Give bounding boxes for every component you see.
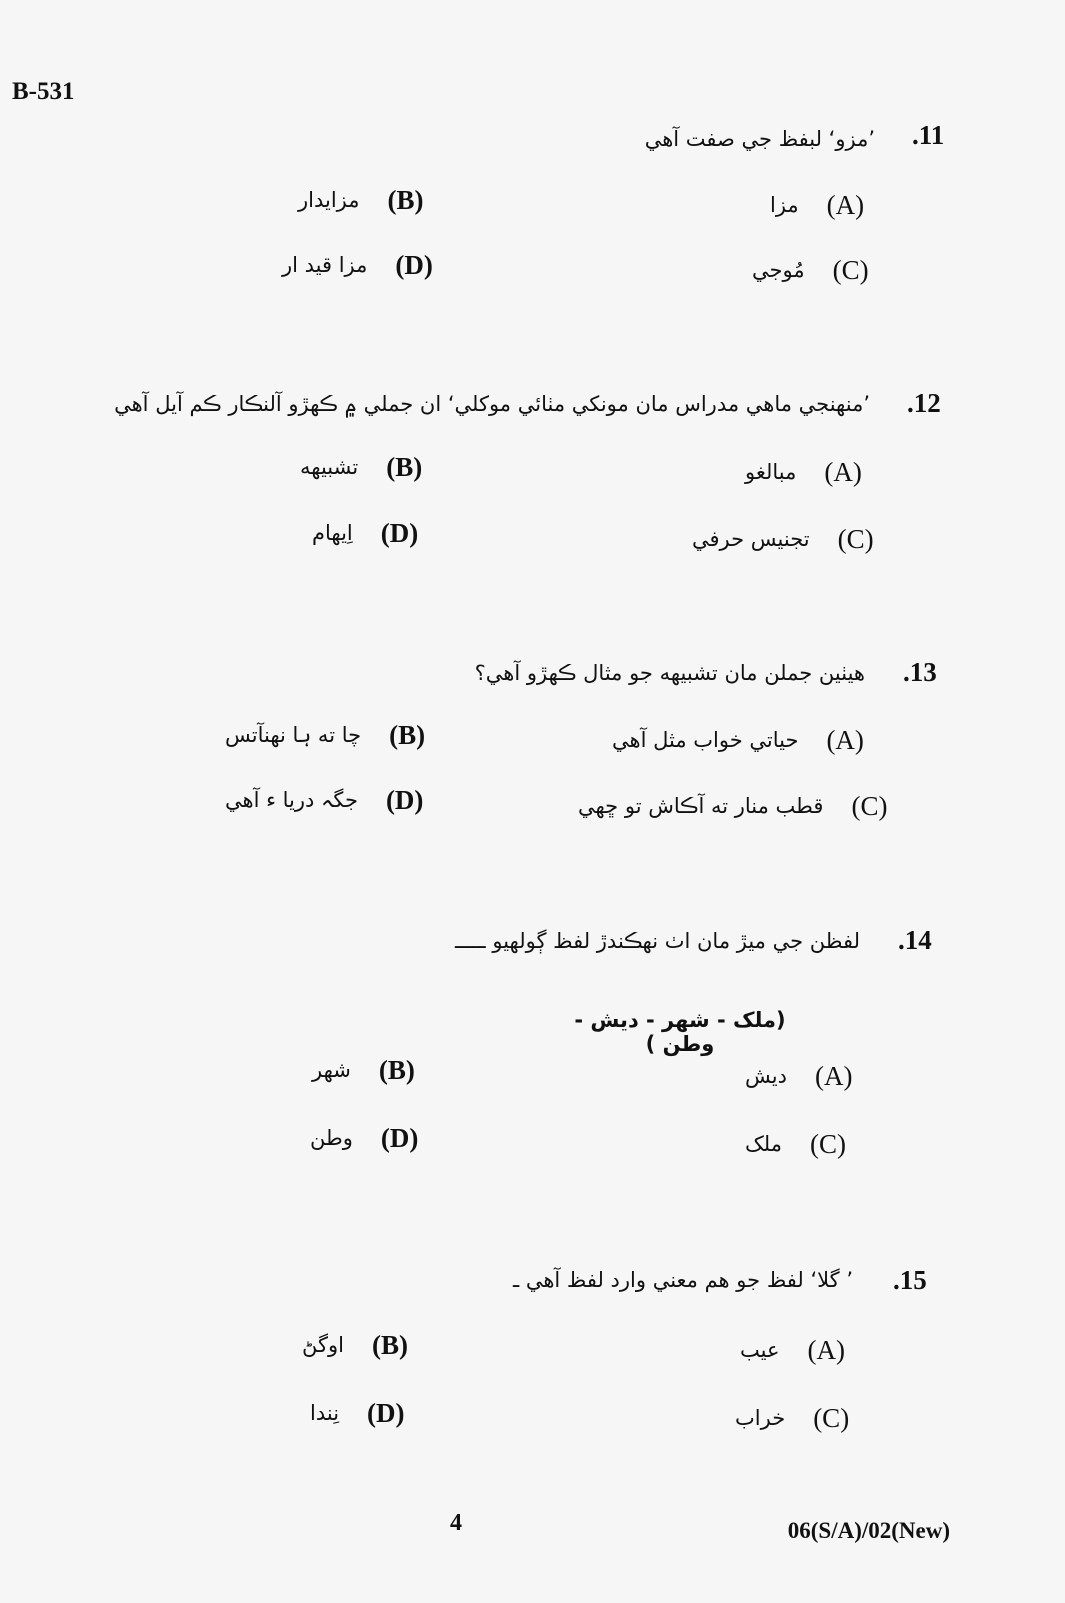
option-label: (C) <box>813 1402 850 1433</box>
question-13-option-c <box>578 786 887 826</box>
option-label: (A) <box>814 1060 853 1091</box>
question-15-option-b <box>302 1325 408 1365</box>
question-14-text: لفظن جي ميڙ مان اٺ نهڪندڙ لفظ ڳولهيو ـــــ <box>454 929 860 953</box>
question-14-option-a <box>745 1056 852 1096</box>
option-label: (B) <box>387 184 424 215</box>
option-label: (C) <box>832 254 869 285</box>
option-text: چا ته ہا نهنآتس <box>225 723 362 747</box>
option-text: عيب <box>740 1338 780 1362</box>
option-label: (D) <box>395 249 433 280</box>
question-13-option-b <box>225 715 425 755</box>
option-text: جگہ دريا ء آهي <box>225 788 358 812</box>
option-text: مزا قيد ار <box>282 253 368 277</box>
option-text: اِيهام <box>312 521 353 545</box>
question-14-number: .14 <box>898 925 932 955</box>
question-15-text: ’ گلا‘ لفظ جو هم معني وارد لفظ آهي ـ <box>513 1268 853 1292</box>
question-14-option-b <box>312 1050 415 1090</box>
option-label: (A) <box>807 1334 845 1365</box>
question-13-text: هيٺين جملن مان تشبيهه جو مثال ڪھڙو آهي؟ <box>474 661 865 685</box>
option-text: تجنيس حرفي <box>692 527 810 551</box>
page-number: 4 <box>450 1510 462 1536</box>
question-15-option-a <box>740 1330 845 1370</box>
paper-code: B-531 <box>12 78 75 105</box>
option-label: (D) <box>367 1397 405 1428</box>
option-label: (B) <box>389 719 426 750</box>
option-text: شهر <box>312 1058 351 1082</box>
option-label: (C) <box>810 1128 846 1159</box>
option-text: خراب <box>735 1406 786 1430</box>
option-text: مبالغو <box>745 460 797 484</box>
question-14-word-group: (ملک - شهر - ديش - وطن ) <box>574 1008 786 1056</box>
option-text: مُوجي <box>752 258 805 282</box>
question-12-option-b <box>300 447 422 487</box>
question-11-option-c <box>752 250 869 290</box>
option-text: تشبيهه <box>300 455 359 479</box>
question-13-number: .13 <box>903 657 937 687</box>
question-12-number: .12 <box>907 388 941 418</box>
question-12-option-c <box>692 519 874 559</box>
question-15-number: .15 <box>893 1265 927 1295</box>
option-text: حياتي خواب مثل آهي <box>612 728 799 752</box>
question-15-option-d <box>310 1393 405 1433</box>
option-label: (A) <box>826 189 865 220</box>
option-text: نِندا <box>310 1401 340 1425</box>
option-text: ديش <box>745 1064 787 1088</box>
question-11-option-d <box>282 245 433 285</box>
option-text: مزايدار <box>298 188 360 212</box>
question-12-text: ’منهنجي ماهي مدراس مان مونکي مٺائي موکلي‘ ان جملي ۾ ڪھڙو آلنڪار ڪم آيل آهي <box>114 392 870 416</box>
option-label: (D) <box>380 1122 419 1153</box>
question-12-option-a <box>745 452 862 492</box>
question-13-option-d <box>225 780 423 820</box>
option-label: (C) <box>851 790 888 821</box>
option-label: (B) <box>371 1329 408 1360</box>
footer-code: 06(S/A)/02(New) <box>787 1518 950 1543</box>
question-11-text: ’مزو‘ لبفظ جي صفت آهي <box>644 127 875 151</box>
question-14-option-c <box>745 1124 846 1164</box>
option-label: (B) <box>386 451 423 482</box>
option-label: (C) <box>837 523 874 554</box>
option-label: (A) <box>826 724 864 755</box>
option-text: اوگڻ <box>302 1333 344 1357</box>
option-label: (D) <box>385 784 424 815</box>
option-label: (A) <box>824 456 862 487</box>
option-text: قطب منار ته آڪاش تو ڇهي <box>578 794 824 818</box>
option-label: (D) <box>380 517 419 548</box>
option-text: وطن <box>310 1126 353 1150</box>
option-text: ملک <box>745 1132 782 1156</box>
option-text: مزا <box>770 193 799 217</box>
question-11-option-a <box>770 185 864 225</box>
question-15-option-c <box>735 1398 849 1438</box>
option-label: (B) <box>378 1054 415 1085</box>
question-11-option-b <box>298 180 424 220</box>
question-11-number: .11 <box>912 120 945 150</box>
question-13-option-a <box>612 720 864 760</box>
question-14-option-d <box>310 1118 418 1158</box>
question-12-option-d <box>312 513 418 553</box>
